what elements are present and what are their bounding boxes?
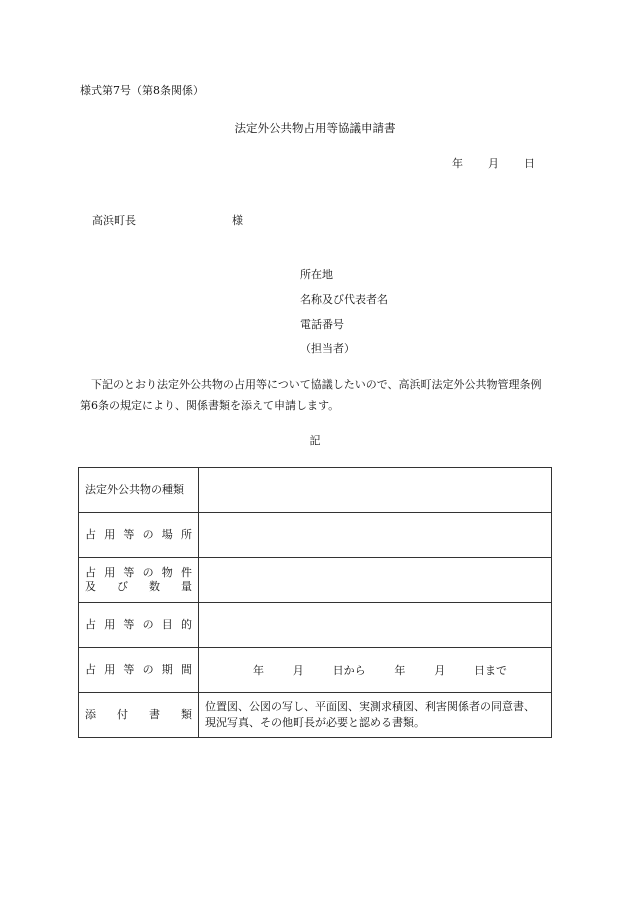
date-day: 日 [524, 157, 535, 170]
label-public-property-type [79, 468, 199, 513]
value-attachments: 位置図、公図の写し、平面図、実測求積図、利害関係者の同意書、現況写真、その他町長が必要と認める書類。 [199, 693, 552, 738]
label-text: 法定外公共物の種類 [85, 483, 184, 496]
label-text: 占用等の目的 [85, 618, 192, 631]
table-row [79, 648, 552, 693]
label-text: 占用等の物件 [85, 566, 192, 579]
applicant-address-label: 所在地 [300, 268, 333, 281]
applicant-contact-label: （担当者） [300, 342, 355, 355]
label-text: 占用等の期間 [85, 663, 192, 676]
period-start-month: 月 [292, 664, 304, 677]
table-row [79, 468, 552, 513]
value-occupancy-period[interactable] [199, 648, 552, 693]
application-statement [80, 374, 550, 416]
label-occupancy-location [79, 513, 199, 558]
label-text: 及び数量 [85, 580, 192, 593]
label-occupancy-period [79, 648, 199, 693]
value-occupancy-purpose[interactable] [199, 603, 552, 648]
label-text: 占用等の場所 [85, 528, 192, 541]
table-row [79, 693, 552, 738]
honorific: 様 [232, 214, 243, 227]
application-statement-text: 下記のとおり法定外公共物の占用等について協議したいので、高浜町法定外公共物管理条例第6条の規定により、関係書類を添えて申請します。 [80, 378, 542, 412]
applicant-phone-label: 電話番号 [300, 318, 344, 331]
period-end-day: 日まで [473, 664, 507, 677]
table-row [79, 513, 552, 558]
date-month: 月 [488, 157, 499, 170]
document-title: 法定外公共物占用等協議申請書 [234, 121, 396, 135]
table-row [79, 558, 552, 603]
value-occupancy-objects[interactable] [199, 558, 552, 603]
period-end-month: 月 [434, 664, 446, 677]
applicant-name-label: 名称及び代表者名 [300, 293, 388, 306]
value-public-property-type[interactable] [199, 468, 552, 513]
application-table [78, 467, 552, 738]
period-start-day: 日から [332, 664, 366, 677]
label-occupancy-purpose [79, 603, 199, 648]
label-text: 添付書類 [85, 708, 192, 721]
ki-heading: 記 [309, 434, 321, 447]
period-start-year: 年 [253, 664, 264, 677]
addressee: 高浜町長 [92, 214, 136, 227]
label-attachments [79, 693, 199, 738]
value-occupancy-location[interactable] [199, 513, 552, 558]
form-number: 様式第7号（第8条関係） [80, 84, 204, 97]
label-occupancy-objects [79, 558, 199, 603]
period-fields [205, 662, 545, 678]
table-row [79, 603, 552, 648]
date-year: 年 [452, 157, 463, 170]
period-end-year: 年 [394, 664, 406, 677]
